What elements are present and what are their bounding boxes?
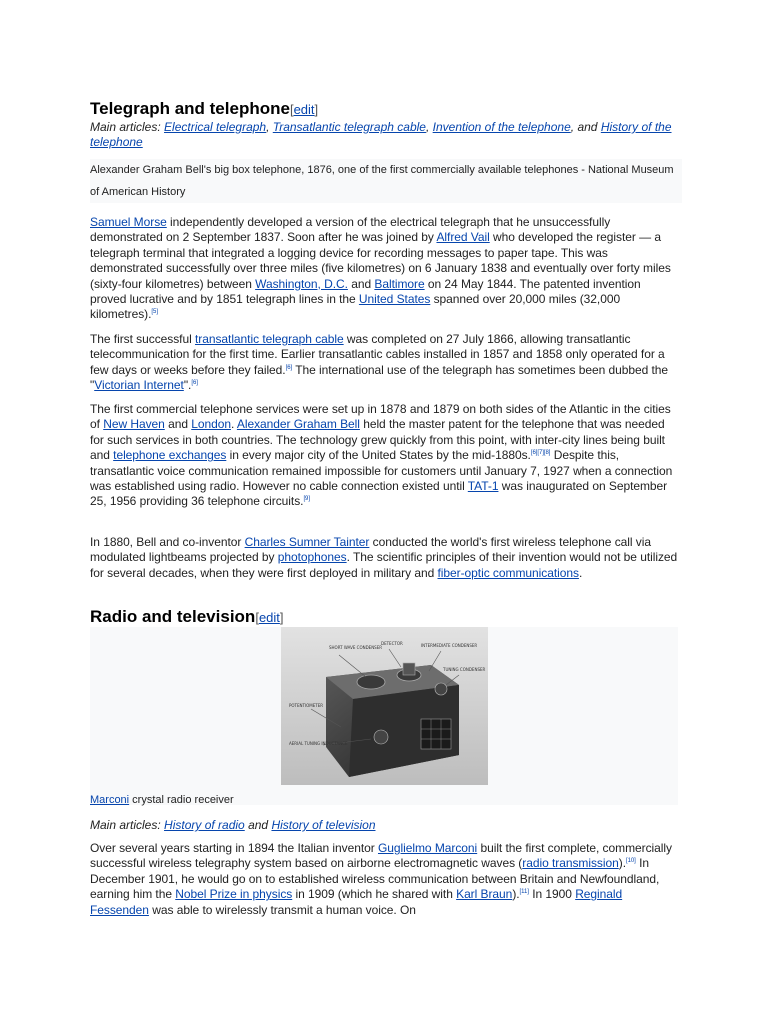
reference-marker[interactable]: [10] (625, 858, 636, 865)
edit-link-label[interactable]: edit (293, 102, 315, 117)
text: who developed the register — a telegraph terminal that integrated a logging device for recording messages to paper tape. This was demonstrated successfully over three miles (five kilometres) on 6 January 1838 and eventually over forty miles (sixty-four kilometres) between (90, 230, 671, 291)
text: held the master patent for the telephone that was needed for such services in both countries. The technology grew quickly from this point, with inter-city lines being built and (90, 417, 665, 463)
paragraph-radio-1 (90, 841, 678, 918)
text: and (164, 417, 192, 432)
text: independently developed a version of the electrical telegraph that he unsuccessfully demonstrated on 2 September 1837. Soon after he was joined by (90, 215, 611, 245)
reference-marker[interactable]: [6] (191, 380, 198, 387)
link-transatlantic-cable[interactable]: transatlantic telegraph cable (194, 332, 344, 346)
figure-caption (90, 785, 678, 810)
hatnote-and: and (577, 120, 598, 134)
link-marconi[interactable]: Marconi (90, 794, 130, 806)
section-heading-telegraph (90, 99, 678, 120)
text: ). (512, 887, 520, 902)
text: in every major city of the United States by the mid-1880s. (226, 448, 531, 463)
text: Despite this, transatlantic voice communication remained impossible for customers until January 7, 1927 when a connection was established using radio. However no cable connection existed until (90, 448, 673, 494)
reference-marker[interactable]: [6] (285, 364, 293, 371)
reference-marker[interactable]: [5] (151, 309, 158, 316)
link-radio-transmission[interactable]: radio transmission (522, 856, 619, 871)
heading-text: Telegraph and telephone (90, 99, 290, 118)
link-nobel-prize[interactable]: Nobel Prize in physics (175, 887, 293, 902)
text: Over several years starting in 1894 the Italian inventor (90, 841, 378, 855)
photo-label: INTERMEDIATE CONDENSER (421, 643, 478, 648)
photo-label: AERIAL TUNING INDUCTANCE (289, 741, 348, 746)
link-karl-braun[interactable]: Karl Braun (456, 887, 513, 902)
paragraph-telegraph-1 (90, 215, 678, 323)
text: spanned over 20,000 miles (32,000 kilometres). (90, 292, 621, 322)
link-alexander-graham-bell[interactable]: Alexander Graham Bell (236, 417, 360, 432)
edit-link[interactable]: [edit] (255, 610, 284, 625)
hatnote-prefix: Main articles: (90, 818, 161, 832)
photo-label: DETECTOR (381, 641, 403, 646)
text: and (347, 276, 375, 291)
link-tat-1[interactable]: TAT-1 (467, 479, 499, 494)
text: ". (183, 378, 192, 393)
caption-text: crystal radio receiver (129, 794, 234, 806)
hatnote-link[interactable]: History of television (271, 818, 376, 832)
text: In December 1901, he would go on to established wireless communication between Britain and Newfoundland, earning him the (90, 856, 660, 902)
link-fiber-optic[interactable]: fiber-optic communications (437, 565, 579, 580)
link-reginald-fessenden[interactable]: Reginald Fessenden (90, 887, 623, 917)
image-caption-telephone (90, 159, 682, 203)
hatnote-radio-tv (90, 818, 678, 833)
text: . (230, 417, 237, 432)
text: The first commercial telephone services were set up in 1878 and 1879 on both sides of the Atlantic in the cities of (90, 402, 671, 432)
hatnote-link[interactable]: History of radio (164, 818, 245, 832)
hatnote-link[interactable]: Invention of the telephone (432, 120, 571, 134)
text: was inaugurated on September 25, 1956 providing 36 telephone circuits. (90, 479, 668, 509)
text: In 1880, Bell and co-inventor (90, 535, 245, 549)
photo-label: TUNING CONDENSER (443, 667, 486, 672)
text: in 1909 (which he shared with (292, 887, 457, 902)
figure-marconi-receiver (90, 627, 678, 805)
reference-marker[interactable]: [11] (519, 889, 529, 896)
reference-marker[interactable]: [9] (303, 496, 310, 503)
radio-receiver-photo[interactable] (281, 627, 488, 785)
paragraph-photophone-4 (90, 535, 678, 581)
hatnote-link[interactable]: History of the telephone (90, 120, 672, 149)
text: The first successful (90, 332, 195, 346)
paragraph-telegraph-2 (90, 332, 678, 394)
link-baltimore[interactable]: Baltimore (374, 276, 425, 291)
link-charles-sumner-tainter[interactable]: Charles Sumner Tainter (244, 535, 370, 549)
link-samuel-morse[interactable]: Samuel Morse (90, 215, 167, 229)
text: was able to wirelessly transmit a human voice. On (148, 902, 416, 917)
link-new-haven[interactable]: New Haven (103, 417, 165, 432)
hatnote-main-articles: Main articles: Electrical telegraph, Transatlantic telegraph cable, Invention of the telephone, and History of the telephone (90, 120, 672, 149)
hatnote-and: and (248, 818, 269, 832)
link-london[interactable]: London (191, 417, 231, 432)
section-heading-radio (90, 607, 284, 628)
link-victorian-internet[interactable]: Victorian Internet (94, 378, 184, 393)
photo-label: SHORT WAVE CONDENSER (329, 645, 383, 650)
photo-label: POTENTIOMETER (289, 703, 324, 708)
text: on 24 May 1844. The patented invention proved lucrative and by 1851 telegraph lines in the (90, 276, 641, 307)
edit-link[interactable]: [edit] (289, 102, 319, 117)
paragraph-telephone-3 (90, 402, 678, 510)
link-washington-dc[interactable]: Washington, D.C. (255, 276, 348, 291)
link-united-states[interactable]: United States (358, 292, 431, 307)
hatnote-prefix: Main articles: (90, 120, 161, 134)
edit-link-label[interactable]: edit (258, 610, 280, 625)
hatnote-link[interactable]: Transatlantic telegraph cable (272, 120, 426, 134)
heading-text: Radio and television (90, 607, 256, 626)
text: The international use of the telegraph has sometimes been dubbed the " (90, 362, 669, 393)
reference-marker[interactable]: [6][7][8] (530, 450, 551, 457)
text: . The scientific principles of their invention would not be utilized for several decades, when they were first deployed in military and (90, 550, 678, 580)
link-telephone-exchanges[interactable]: telephone exchanges (113, 448, 227, 463)
text: . (578, 565, 583, 580)
image-caption-text: Alexander Graham Bell's big box telephone, 1876, one of the first commercially available telephones - National Museum of American History (90, 164, 674, 198)
link-alfred-vail[interactable]: Alfred Vail (436, 230, 490, 245)
text: conducted the world's first wireless telephone call via modulated lightbeams projected by (90, 535, 651, 565)
hatnote-link[interactable]: Electrical telegraph (164, 120, 267, 134)
text: was completed on 27 July 1866, allowing transatlantic telecommunication for the first time. Earlier transatlantic cables installed in 1857 and 1858 only operated for a few days or weeks before they failed. (90, 332, 665, 377)
text: ). (618, 856, 626, 871)
radio-receiver-illustration (281, 627, 488, 785)
text: In 1900 (528, 887, 576, 902)
section-telegraph (90, 99, 678, 150)
text: built the first complete, commercially successful wireless telegraphy system based on airborne electromagnetic waves ( (90, 841, 672, 871)
link-guglielmo-marconi[interactable]: Guglielmo Marconi (377, 841, 478, 855)
link-photophones[interactable]: photophones (277, 550, 347, 565)
